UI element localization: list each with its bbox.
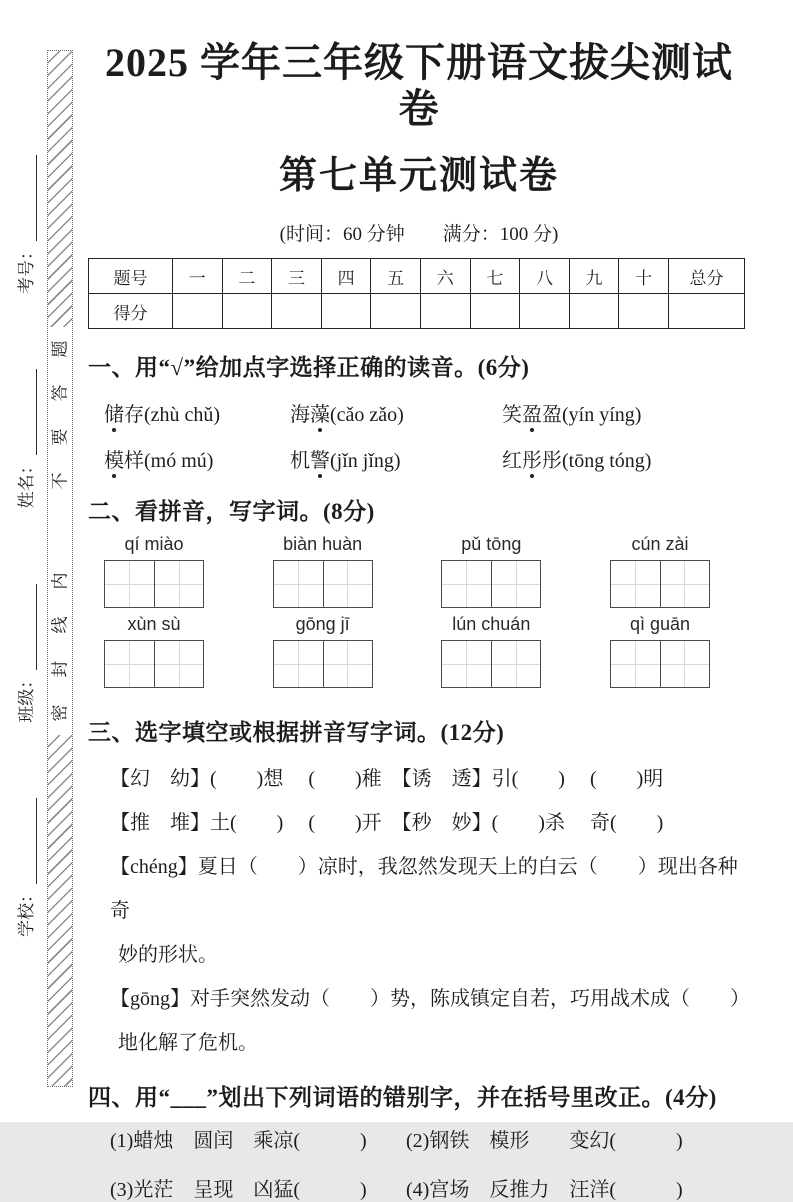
character-grid (441, 640, 541, 688)
grid-cell (154, 641, 203, 687)
pinyin-label: gōng jī (295, 614, 350, 634)
word-item (502, 398, 750, 427)
dotted-character: 模 (104, 450, 124, 472)
exam-meta-line: (时间：60 分钟 满分：100 分) (279, 224, 559, 245)
seal-char: 要 (50, 428, 69, 446)
exam-title: 2025 学年三年级下册语文拔尖测试卷 (105, 40, 733, 131)
grid-cell (323, 561, 372, 607)
header-cell-3: 三 (272, 259, 322, 294)
pinyin-writing-box (273, 534, 373, 608)
pinyin-writing-box (104, 614, 204, 688)
seal-char: 封 (50, 660, 69, 678)
score-table-score-row (89, 294, 745, 329)
seal-char: 内 (50, 572, 69, 590)
class-blank-line (19, 584, 37, 670)
pinyin-label: cún zài (631, 534, 689, 554)
score-row-label: 得分 (89, 294, 173, 329)
word-item (502, 444, 750, 473)
word-item (104, 398, 290, 427)
score-cell-empty (520, 294, 570, 329)
pinyin-label: xùn sù (127, 614, 181, 634)
grid-cell (105, 641, 154, 687)
score-table-header-row (89, 259, 745, 294)
pinyin-label: qí miào (124, 534, 184, 554)
header-cell-2: 二 (222, 259, 272, 294)
pinyin-options: (jǐn jǐng) (330, 450, 401, 472)
main-content (88, 0, 750, 1202)
exam-number-blank-line (19, 155, 37, 241)
pinyin-writing-box (610, 614, 710, 688)
pinyin-writing-box (104, 534, 204, 608)
grid-cell (491, 561, 540, 607)
section3-heading: 三、选字填空或根据拼音写字词。(12分) (88, 720, 505, 745)
class-field (12, 584, 37, 723)
character-grid (273, 640, 373, 688)
section2-pinyin-boxes (104, 534, 710, 688)
pinyin-options: (yín yíng) (562, 404, 642, 426)
hatching-bottom (48, 735, 72, 1086)
seal-char: 不 (50, 472, 69, 490)
word-item (290, 444, 502, 473)
grid-cell (491, 641, 540, 687)
pinyin-writing-box (273, 614, 373, 688)
header-cell-1: 一 (173, 259, 223, 294)
grid-cell (323, 641, 372, 687)
seal-char: 线 (50, 616, 69, 634)
grid-cell (611, 641, 660, 687)
seal-char: 密 (50, 704, 69, 722)
score-cell-empty (619, 294, 669, 329)
character-grid (104, 640, 204, 688)
section1-word-list (104, 398, 750, 473)
header-cell-5: 五 (371, 259, 421, 294)
section1-heading: 一、用“√”给加点字选择正确的读音。(6分) (88, 355, 530, 380)
dotted-character: 储 (104, 404, 124, 426)
grid-cell (442, 561, 491, 607)
dotted-character: 盈 (522, 404, 542, 426)
seal-char: 题 (50, 340, 69, 358)
section3-fill-in-lines (110, 757, 750, 1065)
pinyin-writing-box (441, 614, 541, 688)
correction-item: (2)钢铁 模形 变幻( ) (406, 1130, 683, 1152)
score-cell-empty (173, 294, 223, 329)
header-cell-question-number: 题号 (89, 259, 173, 294)
fill-line-continuation: 妙的形状。 (118, 944, 218, 966)
score-cell-empty (371, 294, 421, 329)
word-item (290, 398, 502, 427)
school-field (12, 798, 37, 937)
score-cell-empty (470, 294, 520, 329)
pinyin-writing-box (610, 534, 710, 608)
character-grid (441, 560, 541, 608)
hatching-top (48, 51, 72, 327)
grid-cell (660, 561, 709, 607)
header-cell-6: 六 (420, 259, 470, 294)
score-cell-empty (222, 294, 272, 329)
word-item (104, 444, 290, 473)
header-cell-7: 七 (470, 259, 520, 294)
class-label: 班级： (16, 671, 36, 723)
word-post: 存 (124, 404, 144, 426)
school-blank-line (19, 798, 37, 884)
seal-line-strip (47, 50, 73, 1087)
character-grid (610, 560, 710, 608)
fill-line: 【gōng】对手突然发动（ ）势，陈成镇定自若，巧用战术成（ ） (110, 988, 750, 1010)
pinyin-options: (tōng tóng) (562, 450, 652, 472)
student-info-rotated-line (4, 50, 44, 1087)
pinyin-label: biàn huàn (283, 534, 363, 554)
fill-line: 【幻 幼】( )想 ( )稚 【诱 透】引( ) ( )明 (110, 768, 664, 790)
fill-line: 【chéng】夏日（ ）凉时，我忽然发现天上的白云（ ）现出各种奇 (110, 856, 738, 922)
score-cell-empty (272, 294, 322, 329)
correction-item: (4)宫场 反推力 汪洋( ) (406, 1179, 683, 1201)
pinyin-options: (cǎo zǎo) (330, 404, 404, 426)
header-cell-9: 九 (569, 259, 619, 294)
pinyin-options: (mó mú) (144, 450, 214, 472)
grid-cell (660, 641, 709, 687)
dotted-character: 警 (310, 450, 330, 472)
header-cell-10: 十 (619, 259, 669, 294)
character-grid (610, 640, 710, 688)
word-pre: 机 (290, 450, 310, 472)
fill-line: 【推 堆】土( ) ( )开 【秒 妙】( )杀 奇( ) (110, 812, 664, 834)
score-cell-empty (669, 294, 745, 329)
character-grid (273, 560, 373, 608)
pinyin-box-row (104, 614, 710, 688)
word-post: 盈 (542, 404, 562, 426)
section4-heading: 四、用“___”划出下列词语的错别字，并在括号里改正。(4分) (88, 1085, 717, 1110)
correction-item: (3)光茫 呈现 凶猛( ) (110, 1179, 367, 1201)
word-post: 彤 (542, 450, 562, 472)
seal-char: 答 (50, 384, 69, 402)
header-cell-total: 总分 (669, 259, 745, 294)
exam-number-label: 考号： (16, 243, 36, 295)
score-table (88, 258, 745, 329)
score-cell-empty (321, 294, 371, 329)
name-blank-line (19, 369, 37, 455)
section4-word-correction-list (110, 1124, 750, 1202)
section2-heading: 二、看拼音，写字词。(8分) (88, 499, 375, 524)
score-cell-empty (569, 294, 619, 329)
pinyin-label: qì guān (629, 614, 690, 634)
word-pre: 红 (502, 450, 522, 472)
exam-subtitle: 第七单元测试卷 (278, 155, 559, 197)
pinyin-label: lún chuán (452, 614, 531, 634)
pinyin-options: (zhù chǔ) (144, 404, 221, 426)
dotted-character: 藻 (310, 404, 330, 426)
grid-cell (611, 561, 660, 607)
fill-line-continuation: 地化解了危机。 (118, 1032, 258, 1054)
school-label: 学校： (16, 886, 36, 937)
dotted-character: 彤 (522, 450, 542, 472)
grid-cell (274, 561, 323, 607)
pinyin-writing-box (441, 534, 541, 608)
word-post: 样 (124, 450, 144, 472)
word-pre: 笑 (502, 404, 522, 426)
header-cell-4: 四 (321, 259, 371, 294)
correction-item: (1)蜡烛 圆闰 乘凉( ) (110, 1130, 367, 1152)
word-pre: 海 (290, 404, 310, 426)
exam-number-field (12, 155, 37, 294)
grid-cell (274, 641, 323, 687)
name-field (12, 369, 37, 508)
pinyin-label: pǔ tōng (461, 534, 522, 554)
grid-cell (105, 561, 154, 607)
character-grid (104, 560, 204, 608)
pinyin-box-row (104, 534, 710, 608)
name-label: 姓名： (16, 457, 36, 509)
score-cell-empty (420, 294, 470, 329)
grid-cell (442, 641, 491, 687)
student-info-labels (4, 50, 44, 1087)
grid-cell (154, 561, 203, 607)
header-cell-8: 八 (520, 259, 570, 294)
